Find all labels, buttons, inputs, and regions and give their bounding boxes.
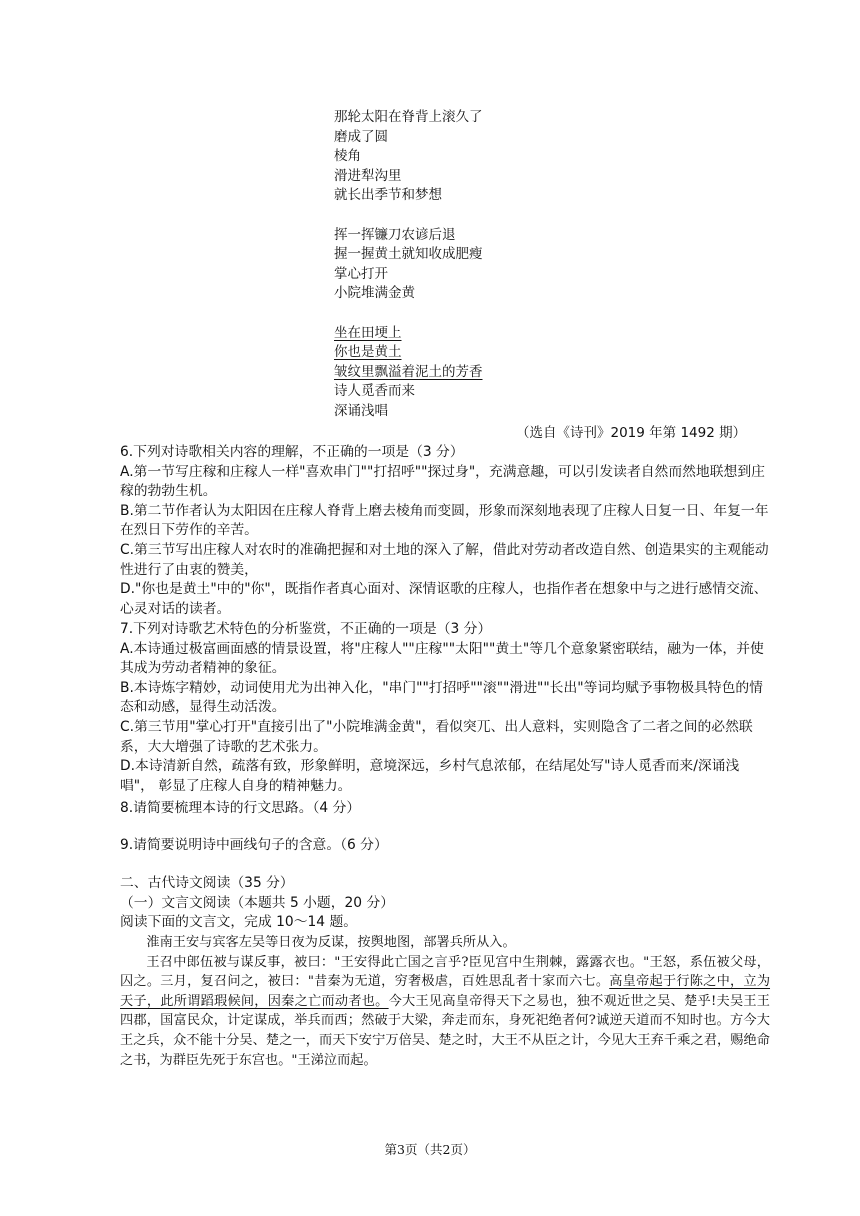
poem-line: 掌心打开	[334, 265, 388, 282]
option-c: C.第三节写出庄稼人对农时的准确把握和对土地的深入了解，借此对劳动者改造自然、创造果实的主观能动性进行了由衷的赞美，	[120, 541, 769, 578]
poem-line-underlined	[334, 363, 483, 383]
question-8	[120, 799, 770, 819]
section-2-header	[120, 874, 770, 933]
poem-line: 诗人觅香而来	[334, 383, 415, 400]
option-b: B.第二节作者认为太阳因在庄稼人脊背上磨去棱角而变圆，形象而深刻地表现了庄稼人日复一日、年复一年在烈日下劳作的辛苦。	[120, 502, 769, 539]
classical-sentence: 今大王见高皇帝得天下之易也，独不观近世之吴、楚乎!夫吴王王四郡，国富民众，计定谋成，举兵而西；然破于大梁，奔走而东，身死祀绝者何?诚逆天道而不知时也。方今大王之兵，众不能十分吴、楚之一，而天下安宁万倍吴、楚之时，大王不从臣之计，今见大王弃千乘之君，赐绝命之书，为群臣先死于东宫也。"王涕泣而起。	[120, 993, 770, 1068]
poem-line: 小院堆满金黄	[334, 285, 415, 302]
underlined-text: 你也是黄土	[334, 344, 402, 361]
poem-line: 就长出季节和梦想	[334, 187, 442, 204]
underlined-text: 皱纹里飘溢着泥土的芳香	[334, 363, 483, 380]
classical-paragraph: 淮南王安与宾客左吴等日夜为反谋，按舆地图，部署兵所从入。	[146, 935, 516, 950]
classical-sentence: 王召中郎伍被与谋反事，被曰："王安得此亡国之言乎?臣见宫中生荆棘，露露衣也。"王怒，系伍被父母，囚之。三月，复召问之，被曰："昔秦为无道，穷奢极虐，百姓思乱者十家而六七。	[120, 954, 770, 990]
question-stem: 8.请简要梳理本诗的行文思路。（4 分）	[120, 800, 361, 816]
question-6	[120, 443, 770, 619]
question-stem: 9.请简要说明诗中画线句子的含意。（6 分）	[120, 837, 388, 853]
underlined-text: 坐在田埂上	[334, 324, 402, 341]
section-title: 二、古代诗文阅读（35 分）	[120, 875, 294, 891]
option-a: A.第一节写庄稼和庄稼人一样"喜欢串门""打招呼""探过身"，充满意趣，可以引发读者自然而然地联想到庄稼的勃勃生机。	[120, 463, 765, 500]
question-stem: 7.下列对诗歌艺术特色的分析鉴赏，不正确的一项是（3 分）	[120, 621, 492, 637]
poem-source: （选自《诗刊》2019 年第 1492 期）	[516, 425, 747, 441]
option-a: A.本诗通过极富画面感的情景设置，将"庄稼人""庄稼""太阳""黄土"等几个意象紧密联结，融为一体，并使其成为劳动者精神的象征。	[120, 640, 764, 677]
underlined-sentence: 高皇帝起于行陈之中，立为天子，此所谓蹈瑕候间，因秦之亡而动者也。	[120, 974, 771, 1009]
poem	[334, 108, 483, 422]
poem-line-underlined	[334, 324, 483, 344]
poem-line: 磨成了圆	[334, 128, 388, 145]
question-stem: 6.下列对诗歌相关内容的理解，不正确的一项是（3 分）	[120, 444, 464, 460]
poem-line: 那轮太阳在脊背上滚久了	[334, 109, 483, 125]
option-c: C.第三节用"掌心打开"直接引出了"小院堆满金黄"，看似突兀、出人意料，实则隐含了二者之间的必然联系，大大增强了诗歌的艺术张力。	[120, 718, 753, 755]
page-footer: 第3页（共2页）	[384, 1142, 476, 1157]
subsection-title: （一）文言文阅读（本题共 5 小题，20 分）	[120, 894, 395, 911]
question-7	[120, 620, 770, 796]
classical-paragraph	[120, 953, 770, 1071]
classical-text	[120, 933, 770, 1070]
poem-line: 深诵浅唱	[334, 402, 388, 419]
poem-line: 握一握黄土就知收成肥瘦	[334, 246, 483, 263]
poem-line-underlined	[334, 343, 483, 363]
option-b: B.本诗炼字精妙，动词使用尤为出神入化，"串门""打招呼""滚""滑进""长出"等词均赋予事物极具特色的情态和动感，显得生动活泼。	[120, 679, 763, 716]
reading-instruction: 阅读下面的文言文，完成 10～14 题。	[120, 914, 358, 931]
question-9	[120, 836, 770, 856]
stanza-gap	[334, 206, 483, 226]
poem-line: 棱角	[334, 148, 361, 165]
poem-line: 挥一挥镰刀农谚后退	[334, 226, 456, 243]
poem-line: 滑进犁沟里	[334, 167, 402, 184]
option-d: D.本诗清新自然，疏落有致，形象鲜明，意境深远，乡村气息浓郁，在结尾处写"诗人觅香而来/深诵浅唱"， 彰显了庄稼人自身的精神魅力。	[120, 758, 740, 794]
option-d: D."你也是黄土"中的"你"，既指作者真心面对、深情讴歌的庄稼人，也指作者在想象中与之进行感情交流、心灵对话的读者。	[120, 581, 768, 617]
stanza-gap	[334, 304, 483, 324]
